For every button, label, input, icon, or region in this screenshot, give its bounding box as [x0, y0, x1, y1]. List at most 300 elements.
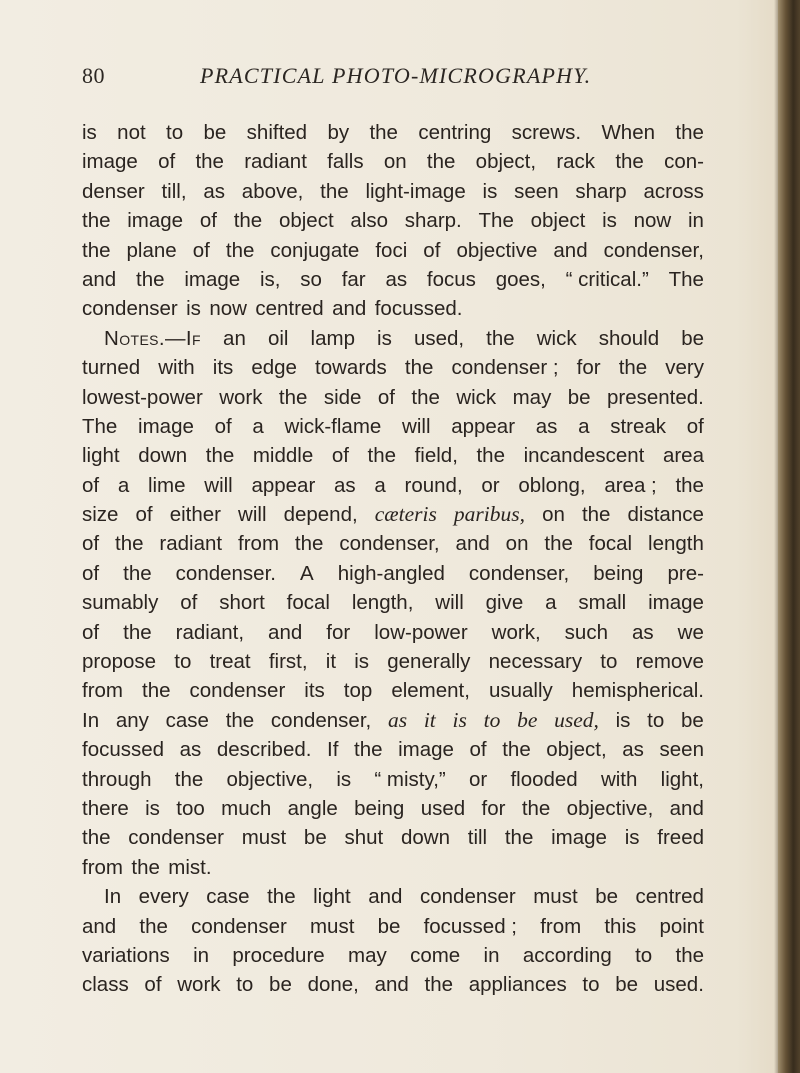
- word: on: [542, 503, 565, 527]
- word: goes,: [495, 267, 546, 291]
- word: usually: [488, 679, 553, 703]
- word: the: [82, 826, 111, 850]
- word: of: [135, 503, 153, 527]
- word: the: [233, 209, 263, 233]
- word: from: [82, 855, 123, 879]
- word: paribus,: [453, 502, 526, 527]
- word: “ misty,”: [374, 767, 446, 791]
- word: the: [82, 238, 111, 262]
- word: is: [82, 121, 97, 144]
- word: come: [410, 943, 461, 967]
- word: image: [398, 738, 454, 762]
- word: as: [203, 179, 225, 203]
- word: focussed.: [374, 297, 463, 321]
- word: appliances: [468, 973, 567, 997]
- text-line: [82, 324, 704, 353]
- word: con-: [664, 150, 704, 174]
- word: be: [377, 914, 401, 938]
- word: light: [313, 885, 351, 909]
- word: seen: [659, 738, 704, 762]
- word: the: [476, 444, 505, 468]
- word: treat: [209, 650, 251, 674]
- word: of: [192, 238, 210, 262]
- word: to: [600, 650, 618, 674]
- text-line: [82, 118, 704, 147]
- word: oil: [267, 326, 289, 350]
- word: we: [677, 620, 704, 644]
- word: a: [374, 473, 386, 497]
- word: the: [675, 943, 704, 967]
- word: may: [512, 385, 552, 409]
- word: is,: [259, 267, 281, 291]
- text-line: [82, 383, 704, 412]
- word: and: [268, 620, 303, 644]
- word: is: [482, 179, 498, 203]
- word: In: [104, 885, 122, 909]
- word: focussed: [82, 738, 165, 762]
- text-line: [82, 706, 704, 735]
- word: of: [82, 473, 100, 497]
- word: condenser,: [468, 561, 570, 585]
- word: the: [320, 179, 349, 203]
- word: be: [517, 707, 538, 732]
- word: case: [206, 885, 250, 909]
- word: is: [336, 767, 352, 791]
- word: used: [420, 796, 466, 820]
- text-line: [82, 794, 704, 823]
- word: “ critical.”: [565, 267, 649, 291]
- word: the: [225, 238, 255, 262]
- word: to: [236, 973, 254, 997]
- word: the: [502, 738, 531, 762]
- word: light-image: [365, 179, 466, 203]
- word: be: [269, 973, 292, 997]
- word: will: [435, 591, 464, 615]
- word: and: [669, 796, 704, 820]
- word: and: [82, 914, 117, 938]
- word: objective: [456, 238, 538, 262]
- word: high-angled: [337, 561, 445, 585]
- word: to: [635, 943, 653, 967]
- word: a: [117, 473, 130, 497]
- text-line: [82, 912, 704, 941]
- text-line: [82, 471, 704, 500]
- word: the: [618, 356, 648, 380]
- word: described.: [216, 738, 312, 762]
- word: object: [530, 209, 586, 233]
- word: so: [300, 267, 322, 291]
- word: foci: [375, 238, 408, 262]
- word: angle: [287, 796, 338, 820]
- word: image: [127, 209, 184, 233]
- word: small: [578, 591, 627, 615]
- word: of: [180, 591, 198, 615]
- word: area ;: [604, 473, 657, 497]
- word: focal: [588, 532, 633, 556]
- word: light,: [660, 767, 704, 791]
- word: it: [325, 650, 337, 674]
- word: round,: [404, 473, 463, 497]
- word: The: [478, 209, 514, 233]
- word: edge: [251, 356, 297, 380]
- word: propose: [82, 650, 157, 674]
- word: cæteris: [374, 502, 437, 527]
- word: condenser,: [603, 238, 704, 262]
- word: objective,: [226, 767, 314, 791]
- word: remove: [635, 650, 704, 674]
- word: also: [350, 209, 389, 233]
- word: the: [404, 356, 434, 380]
- word: with: [158, 356, 195, 380]
- word: far: [341, 267, 366, 291]
- word: conjugate: [270, 238, 360, 262]
- word: should: [598, 326, 660, 350]
- word: mist.: [168, 855, 212, 879]
- word: above,: [241, 179, 304, 203]
- word: work: [219, 385, 263, 409]
- word: the: [267, 885, 296, 909]
- word: of: [199, 209, 217, 233]
- word: wick: [536, 326, 577, 350]
- word: every: [138, 885, 189, 909]
- word: used.: [653, 973, 704, 997]
- word: for: [576, 356, 601, 380]
- word: the: [131, 855, 160, 879]
- text-line: [82, 441, 704, 470]
- word: of: [82, 561, 100, 585]
- word: hemispherical.: [571, 679, 704, 703]
- page-number: 80: [82, 63, 105, 88]
- word: lamp: [310, 326, 355, 350]
- word: seen: [514, 179, 559, 203]
- text-line: [82, 236, 704, 265]
- word: condenser: [191, 914, 287, 938]
- word: depend,: [283, 503, 358, 527]
- text-line: [82, 206, 704, 235]
- word: or: [468, 767, 488, 791]
- word: is: [624, 826, 640, 850]
- word: focussed ;: [423, 914, 518, 938]
- word: its: [304, 679, 325, 703]
- word: according: [522, 943, 612, 967]
- word: of: [144, 973, 162, 997]
- word: as: [385, 267, 408, 291]
- text-line: [82, 412, 704, 441]
- word: the: [354, 738, 383, 762]
- word: size: [82, 503, 119, 527]
- word: and: [455, 532, 490, 556]
- word: element,: [391, 679, 470, 703]
- word: condenser: [189, 679, 286, 703]
- word: shut: [344, 826, 384, 850]
- word: radiant,: [175, 620, 245, 644]
- word: this: [604, 914, 637, 938]
- word: work: [177, 973, 221, 997]
- word: the: [544, 532, 573, 556]
- word: and: [374, 973, 409, 997]
- word: first,: [268, 650, 308, 674]
- word: the: [675, 121, 704, 144]
- word: denser: [82, 179, 145, 203]
- book-binding-edge: [778, 0, 800, 1073]
- word: the: [675, 473, 704, 497]
- word: to: [647, 708, 665, 732]
- word: rack: [556, 150, 596, 174]
- word: freed: [657, 826, 704, 850]
- word: The: [82, 414, 118, 438]
- word: for: [326, 620, 351, 644]
- word: centring: [418, 121, 492, 144]
- word: till: [467, 826, 488, 850]
- word: as: [535, 414, 558, 438]
- text-line: [82, 529, 704, 558]
- word: A: [300, 561, 314, 585]
- word: sumably: [82, 591, 159, 615]
- word: a: [545, 591, 557, 615]
- word: condenser: [419, 885, 516, 909]
- word: side: [323, 385, 362, 409]
- word: will: [238, 503, 267, 527]
- word: for: [481, 796, 506, 820]
- word: image: [184, 267, 241, 291]
- word: of: [686, 414, 704, 438]
- text-line: [82, 559, 704, 588]
- word: radiant: [159, 532, 223, 556]
- word: appear: [251, 473, 316, 497]
- word: must: [533, 885, 578, 909]
- text-line: [82, 618, 704, 647]
- text-line: [82, 588, 704, 617]
- word: be: [595, 885, 618, 909]
- word: from: [82, 679, 123, 703]
- text-line: [82, 647, 704, 676]
- word: used,: [554, 707, 599, 732]
- word: on: [505, 532, 529, 556]
- word: to: [166, 121, 184, 144]
- word: If: [327, 738, 339, 762]
- word: there: [82, 796, 129, 820]
- word: condenser: [128, 826, 224, 850]
- word: down: [138, 444, 188, 468]
- text-line: [82, 676, 704, 705]
- word: and: [82, 267, 117, 291]
- word: lowest-power: [82, 385, 203, 409]
- word: used,: [413, 326, 465, 350]
- word: in: [483, 943, 500, 967]
- word: low-power: [374, 620, 468, 644]
- word: the: [174, 767, 204, 791]
- word: will: [204, 473, 233, 497]
- word: streak: [610, 414, 667, 438]
- word: the: [278, 385, 308, 409]
- word: image: [551, 826, 607, 850]
- page-header: [82, 63, 722, 95]
- text-line: [82, 353, 704, 382]
- word: be: [303, 826, 327, 850]
- word: the: [205, 444, 235, 468]
- word: by: [327, 121, 350, 144]
- word: necessary: [488, 650, 583, 674]
- word: or: [481, 473, 500, 497]
- word: procedure: [232, 943, 325, 967]
- word: work,: [491, 620, 541, 644]
- word: till,: [161, 179, 187, 203]
- word: screws.: [511, 121, 582, 144]
- word: the: [115, 532, 144, 556]
- word: variations: [82, 943, 170, 967]
- word: the: [82, 209, 111, 233]
- text-line: [82, 735, 704, 764]
- word: flooded: [510, 767, 578, 791]
- word: object,: [546, 738, 607, 762]
- word: the: [123, 620, 152, 644]
- word: object,: [475, 150, 537, 174]
- word: in: [193, 943, 210, 967]
- word: from: [540, 914, 582, 938]
- word: light: [82, 444, 120, 468]
- word: such: [564, 620, 608, 644]
- word: lime: [147, 473, 186, 497]
- word: and: [553, 238, 588, 262]
- word: incandescent: [523, 444, 645, 468]
- word: objective,: [566, 796, 654, 820]
- word: the: [521, 796, 551, 820]
- word: be: [567, 385, 591, 409]
- text-line: [82, 765, 704, 794]
- word: being: [354, 796, 405, 820]
- word: the: [225, 708, 255, 732]
- word: be: [681, 326, 704, 350]
- word: is: [615, 708, 631, 732]
- word: centred: [635, 885, 704, 909]
- word: sharp.: [404, 209, 462, 233]
- word: distance: [627, 503, 704, 527]
- word: area: [662, 444, 704, 468]
- word: will: [402, 414, 431, 438]
- word: centred: [255, 297, 324, 321]
- word: very: [665, 356, 704, 380]
- word: condenser,: [339, 532, 440, 556]
- word: must: [241, 826, 287, 850]
- word: now: [209, 297, 247, 321]
- word: the: [136, 267, 165, 291]
- word: field,: [414, 444, 458, 468]
- word: of: [423, 238, 441, 262]
- word: of: [214, 414, 232, 438]
- word: radiant: [244, 150, 307, 174]
- word: the: [615, 150, 644, 174]
- word: oblong,: [518, 473, 586, 497]
- text-line: [82, 853, 704, 882]
- word: on: [383, 150, 407, 174]
- word: a: [578, 414, 590, 438]
- word: wick-flame: [284, 414, 382, 438]
- word: may: [348, 943, 387, 967]
- word: from: [238, 532, 280, 556]
- word: of: [331, 444, 349, 468]
- text-line: [82, 265, 704, 294]
- word: being: [593, 561, 644, 585]
- word: done,: [307, 973, 359, 997]
- word: of: [82, 532, 100, 556]
- word: and: [368, 885, 403, 909]
- word: top: [343, 679, 373, 703]
- word: length,: [351, 591, 414, 615]
- word: give: [485, 591, 524, 615]
- word: down: [400, 826, 450, 850]
- word: turned: [82, 356, 141, 380]
- word: object: [278, 209, 334, 233]
- text-line: [82, 882, 704, 911]
- word: the: [139, 914, 168, 938]
- word: be: [681, 708, 704, 732]
- word: as: [632, 620, 654, 644]
- word: is: [186, 297, 201, 321]
- word: as: [622, 738, 644, 762]
- word: point: [659, 914, 704, 938]
- word: the: [424, 973, 453, 997]
- word: middle: [252, 444, 314, 468]
- word: of: [469, 738, 487, 762]
- word: focus: [426, 267, 476, 291]
- word: too: [176, 796, 205, 820]
- word: the: [369, 121, 398, 144]
- word: either: [169, 503, 221, 527]
- word: focal: [286, 591, 330, 615]
- word: short: [219, 591, 265, 615]
- word: length: [648, 532, 704, 556]
- text-line: [82, 177, 704, 206]
- text-line: [82, 294, 704, 323]
- word: is: [354, 650, 370, 674]
- word: as: [387, 707, 408, 732]
- text-line: [82, 500, 704, 529]
- word: now: [633, 209, 672, 233]
- word: the: [294, 532, 324, 556]
- word: condenser ;: [451, 356, 559, 380]
- word: the: [123, 561, 152, 585]
- word: The: [668, 267, 704, 291]
- word: sharp: [575, 179, 627, 203]
- word: to: [483, 707, 501, 732]
- word: through: [82, 767, 152, 791]
- word: Notes.—If: [104, 326, 201, 350]
- word: appear: [451, 414, 516, 438]
- word: its: [212, 356, 234, 380]
- word: an: [223, 326, 246, 350]
- word: the: [142, 679, 171, 703]
- word: plane: [126, 238, 177, 262]
- word: not: [117, 121, 146, 144]
- word: wick: [456, 385, 497, 409]
- word: of: [158, 150, 176, 174]
- word: image: [82, 150, 138, 174]
- word: to: [582, 973, 600, 997]
- body-text: [82, 118, 704, 1000]
- word: the: [367, 444, 397, 468]
- word: generally: [387, 650, 471, 674]
- word: In: [82, 708, 100, 732]
- word: is: [602, 209, 617, 233]
- word: condenser.: [175, 561, 276, 585]
- word: of: [377, 385, 395, 409]
- word: condenser,: [270, 708, 372, 732]
- word: with: [600, 767, 638, 791]
- word: presented.: [607, 385, 704, 409]
- word: be: [615, 973, 639, 997]
- word: the: [581, 503, 611, 527]
- word: much: [221, 796, 272, 820]
